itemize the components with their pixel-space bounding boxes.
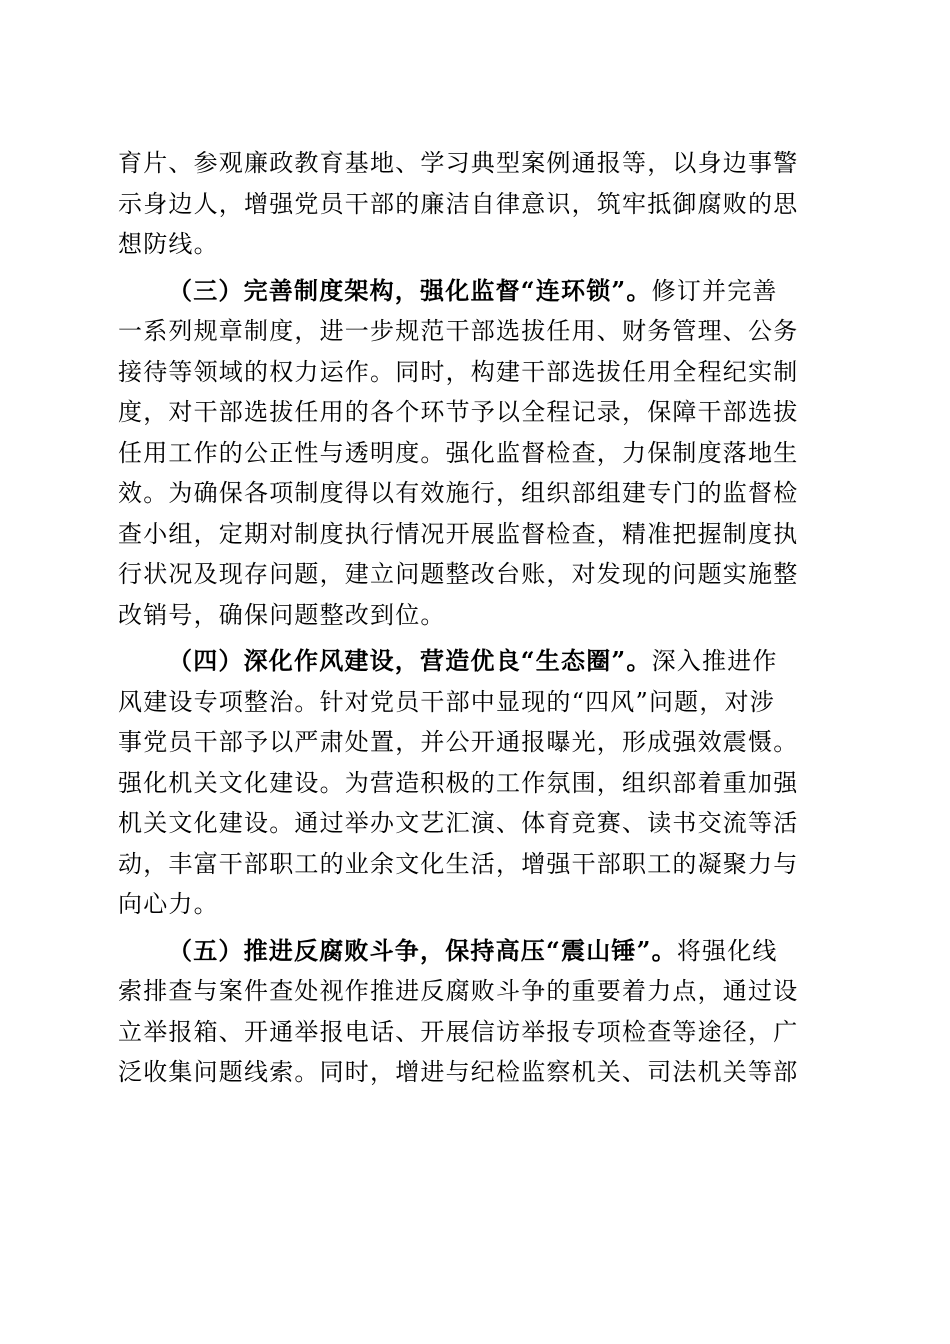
body-line: 一系列规章制度，进一步规范干部选拔任用、财务管理、公务 bbox=[118, 317, 799, 345]
body-line: 强化机关文化建设。为营造积极的工作氛围，组织部着重加强 bbox=[118, 768, 799, 797]
section-4-first-line bbox=[118, 641, 830, 682]
body-line: 育片、参观廉政教育基地、学习典型案例通报等，以身边事警 bbox=[118, 149, 799, 177]
body-line: 风建设专项整治。针对党员干部中显现的“四风”问题，对涉 bbox=[118, 687, 775, 716]
section-3-heading: （三）完善制度架构，强化监督“连环锁”。 bbox=[168, 275, 652, 305]
body-line: 事党员干部予以严肃处置，并公开通报曝光，形成强效震慑。 bbox=[118, 728, 799, 756]
section-5-first-line bbox=[118, 931, 830, 972]
body-line: 行状况及现存问题，建立问题整改台账，对发现的问题实施整 bbox=[118, 560, 799, 588]
body-line: 想防线。 bbox=[118, 230, 219, 258]
section-4-first-line-text: 深入推进作 bbox=[651, 647, 778, 675]
body-line: 接待等领域的权力运作。同时，构建干部选拔任用全程纪实制 bbox=[118, 357, 799, 386]
body-line: 机关文化建设。通过举办文艺汇演、体育竞赛、读书交流等活 bbox=[118, 809, 799, 837]
body-line: 示身边人，增强党员干部的廉洁自律意识，筑牢抵御腐败的思 bbox=[118, 189, 799, 218]
section-4-heading: （四）深化作风建设，营造优良“生态圈”。 bbox=[168, 646, 652, 675]
body-line: 改销号，确保问题整改到位。 bbox=[118, 600, 446, 629]
body-line: 查小组，定期对制度执行情况开展监督检查，精准把握制度执 bbox=[118, 519, 799, 548]
section-5-heading: （五）推进反腐败斗争，保持高压“震山锤”。 bbox=[168, 935, 677, 965]
body-line: 向心力。 bbox=[118, 890, 219, 918]
body-line: 动，丰富干部职工的业余文化生活，增强干部职工的凝聚力与 bbox=[118, 849, 799, 878]
body-line: 度，对干部选拔任用的各个环节予以全程记录，保障干部选拔 bbox=[118, 398, 799, 426]
body-line: 立举报箱、开通举报电话、开展信访举报专项检查等途径，广 bbox=[118, 1017, 799, 1046]
document-body bbox=[118, 143, 830, 1093]
body-line: 任用工作的公正性与透明度。强化监督检查，力保制度落地生 bbox=[118, 438, 799, 467]
body-line: 索排查与案件查处视作推进反腐败斗争的重要着力点，通过设 bbox=[118, 977, 799, 1005]
section-5-first-line-text: 将强化线 bbox=[676, 936, 778, 965]
section-3-first-line bbox=[118, 271, 830, 312]
body-line: 效。为确保各项制度得以有效施行，组织部组建专门的监督检 bbox=[118, 479, 799, 507]
body-line: 泛收集问题线索。同时，增进与纪检监察机关、司法机关等部 bbox=[118, 1058, 799, 1086]
section-3-first-line-text: 修订并完善 bbox=[651, 276, 778, 305]
